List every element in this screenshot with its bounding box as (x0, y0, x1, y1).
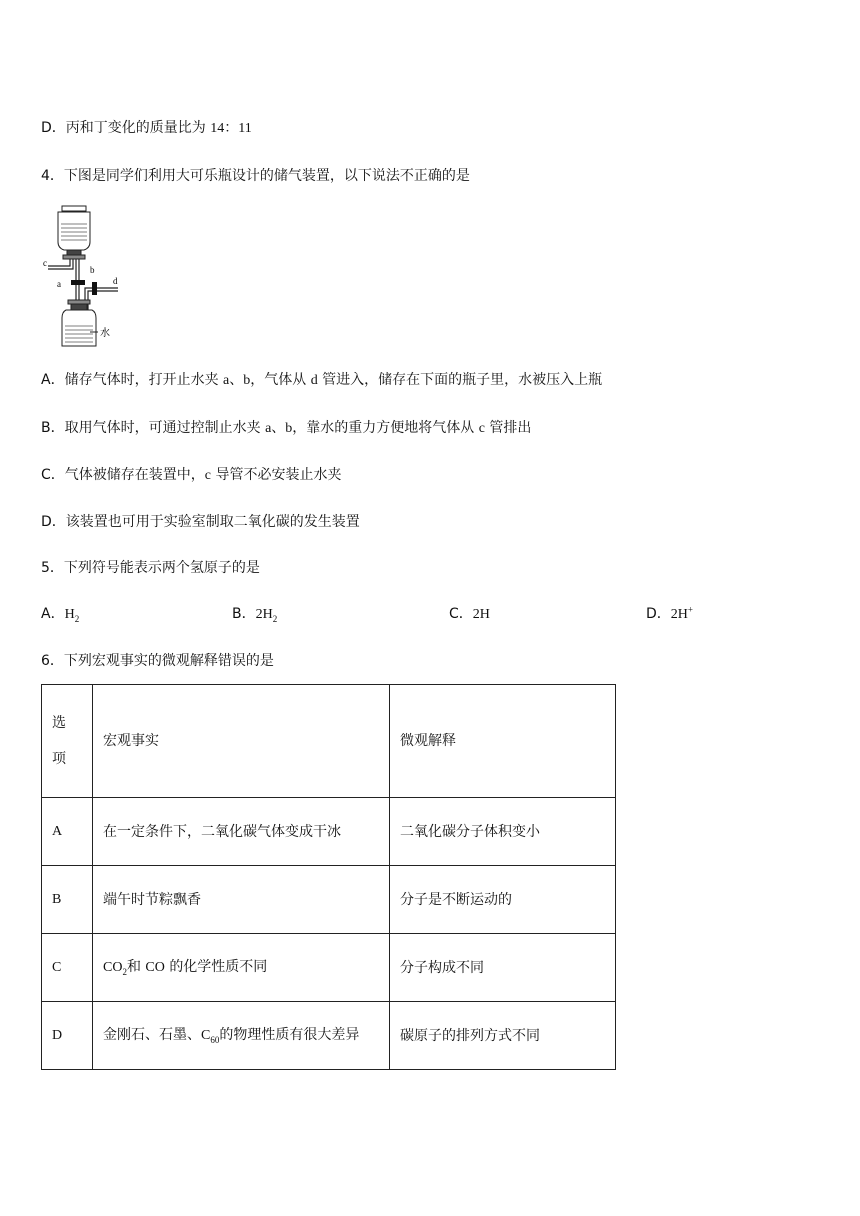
q5-option-a-formula: H (64, 607, 75, 622)
table-row (42, 934, 616, 1002)
q4-option-a-letter-1: a (223, 373, 230, 388)
tube-c (48, 259, 73, 269)
q4-stem: 4．下图是同学们利用大可乐瓶设计的储气装置，以下说法不正确的是 (41, 168, 470, 184)
q5-option-d-formula: 2H (670, 607, 688, 622)
q5-option-b-subscript: 2 (272, 613, 278, 624)
table-row (42, 1002, 616, 1070)
label-d: d (113, 276, 118, 286)
q4-option-a (41, 370, 602, 391)
header-option-line-2: 项 (52, 751, 66, 767)
q4-option-b-letter-2: b (285, 421, 293, 436)
row-fact-text: 和 (126, 959, 141, 975)
q5-option-b-prefix: B． (232, 606, 256, 622)
q3-option-d (41, 118, 252, 139)
row-explain: 二氧化碳分子体积变小 (390, 798, 616, 866)
formula-c60: C (201, 1028, 211, 1043)
table-row (42, 866, 616, 934)
clip-a (71, 280, 85, 285)
header-fact-cell: 宏观事实 (93, 685, 390, 798)
q5-option-a-subscript: 2 (74, 613, 80, 624)
table-header-row (42, 685, 616, 798)
row-fact (93, 1002, 390, 1070)
q4-option-a-text-1: A．储存气体时，打开止水夹 (41, 372, 224, 388)
clip-b (92, 282, 97, 295)
q4-option-c-text-1: C．气体被储存在装置中， (41, 467, 205, 483)
label-water: 水 (100, 328, 110, 339)
lower-bottle (62, 300, 98, 346)
row-fact (93, 934, 390, 1002)
q4-option-a-text-3: ，气体从 (250, 372, 311, 388)
q5-option-d-prefix: D． (646, 606, 671, 622)
table-row (42, 798, 616, 866)
row-fact-text: 的化学性质不同 (169, 959, 268, 975)
label-c: c (43, 258, 47, 268)
row-option: B (42, 866, 93, 934)
header-option-cell (42, 685, 93, 798)
q5-option-d-superscript: + (687, 604, 693, 615)
q4-option-a-letter-3: d (310, 373, 318, 388)
row-fact: 在一定条件下，二氧化碳气体变成干冰 (93, 798, 390, 866)
q6-stem: 6．下列宏观事实的微观解释错误的是 (41, 653, 274, 669)
formula-co: CO (145, 960, 165, 975)
header-explain-cell: 微观解释 (390, 685, 616, 798)
q4-option-b-text-2: 、 (271, 420, 286, 436)
row-explain: 分子构成不同 (390, 934, 616, 1002)
q6-table (41, 684, 616, 1070)
q3-option-d-text: D．丙和丁变化的质量比为 (41, 120, 211, 136)
tube-d (85, 288, 118, 310)
q4-option-b-letter-1: a (265, 421, 272, 436)
label-a: a (57, 279, 61, 289)
q4-option-b-text-3: ，靠水的重力方便地将气体从 (292, 420, 479, 436)
q4-option-b-text-1: B．取用气体时，可通过控制止水夹 (41, 420, 266, 436)
q4-option-b (41, 418, 531, 439)
q4-option-d: D．该装置也可用于实验室制取二氧化碳的发生装置 (41, 514, 360, 530)
row-fact-text: 金刚石、石墨、 (103, 1027, 201, 1043)
q5-option-b-formula: 2H (255, 607, 273, 622)
header-option-line-1: 选 (52, 715, 66, 731)
q5-option-c-prefix: C． (449, 606, 473, 622)
q5-option-a (41, 604, 79, 625)
row-option: A (42, 798, 93, 866)
row-explain: 分子是不断运动的 (390, 866, 616, 934)
label-b: b (90, 265, 95, 275)
q5-option-d (646, 604, 693, 625)
q4-option-b-letter-3: c (478, 421, 485, 436)
q5-option-c (449, 604, 490, 625)
q5-option-b (232, 604, 277, 625)
formula-co2: CO (103, 960, 123, 975)
q4-option-a-text-2: 、 (229, 372, 244, 388)
q5-stem: 5．下列符号能表示两个氢原子的是 (41, 560, 260, 576)
row-fact-text: 的物理性质有很大差异 (219, 1027, 360, 1043)
q4-option-b-text-4: 管排出 (484, 420, 532, 436)
row-option: D (42, 1002, 93, 1070)
row-explain: 碳原子的排列方式不同 (390, 1002, 616, 1070)
row-fact: 端午时节粽飘香 (93, 866, 390, 934)
q4-option-a-text-4: 管进入，储存在下面的瓶子里，水被压入上瓶 (317, 372, 603, 388)
q4-option-a-letter-2: b (243, 373, 251, 388)
q3-option-d-ratio: 14：11 (210, 121, 252, 136)
q5-option-a-prefix: A． (41, 606, 65, 622)
formula-c60-subscript: 60 (210, 1034, 220, 1045)
row-option: C (42, 934, 93, 1002)
q4-option-c (41, 465, 341, 486)
q5-option-c-formula: 2H (472, 607, 490, 622)
q4-option-c-text-2: 导管不必安装止水夹 (211, 467, 342, 483)
q4-option-c-letter-1: c (204, 468, 211, 483)
gas-storage-apparatus-diagram (40, 204, 130, 352)
formula-co2-subscript: 2 (122, 966, 127, 977)
upper-bottle (58, 206, 90, 259)
